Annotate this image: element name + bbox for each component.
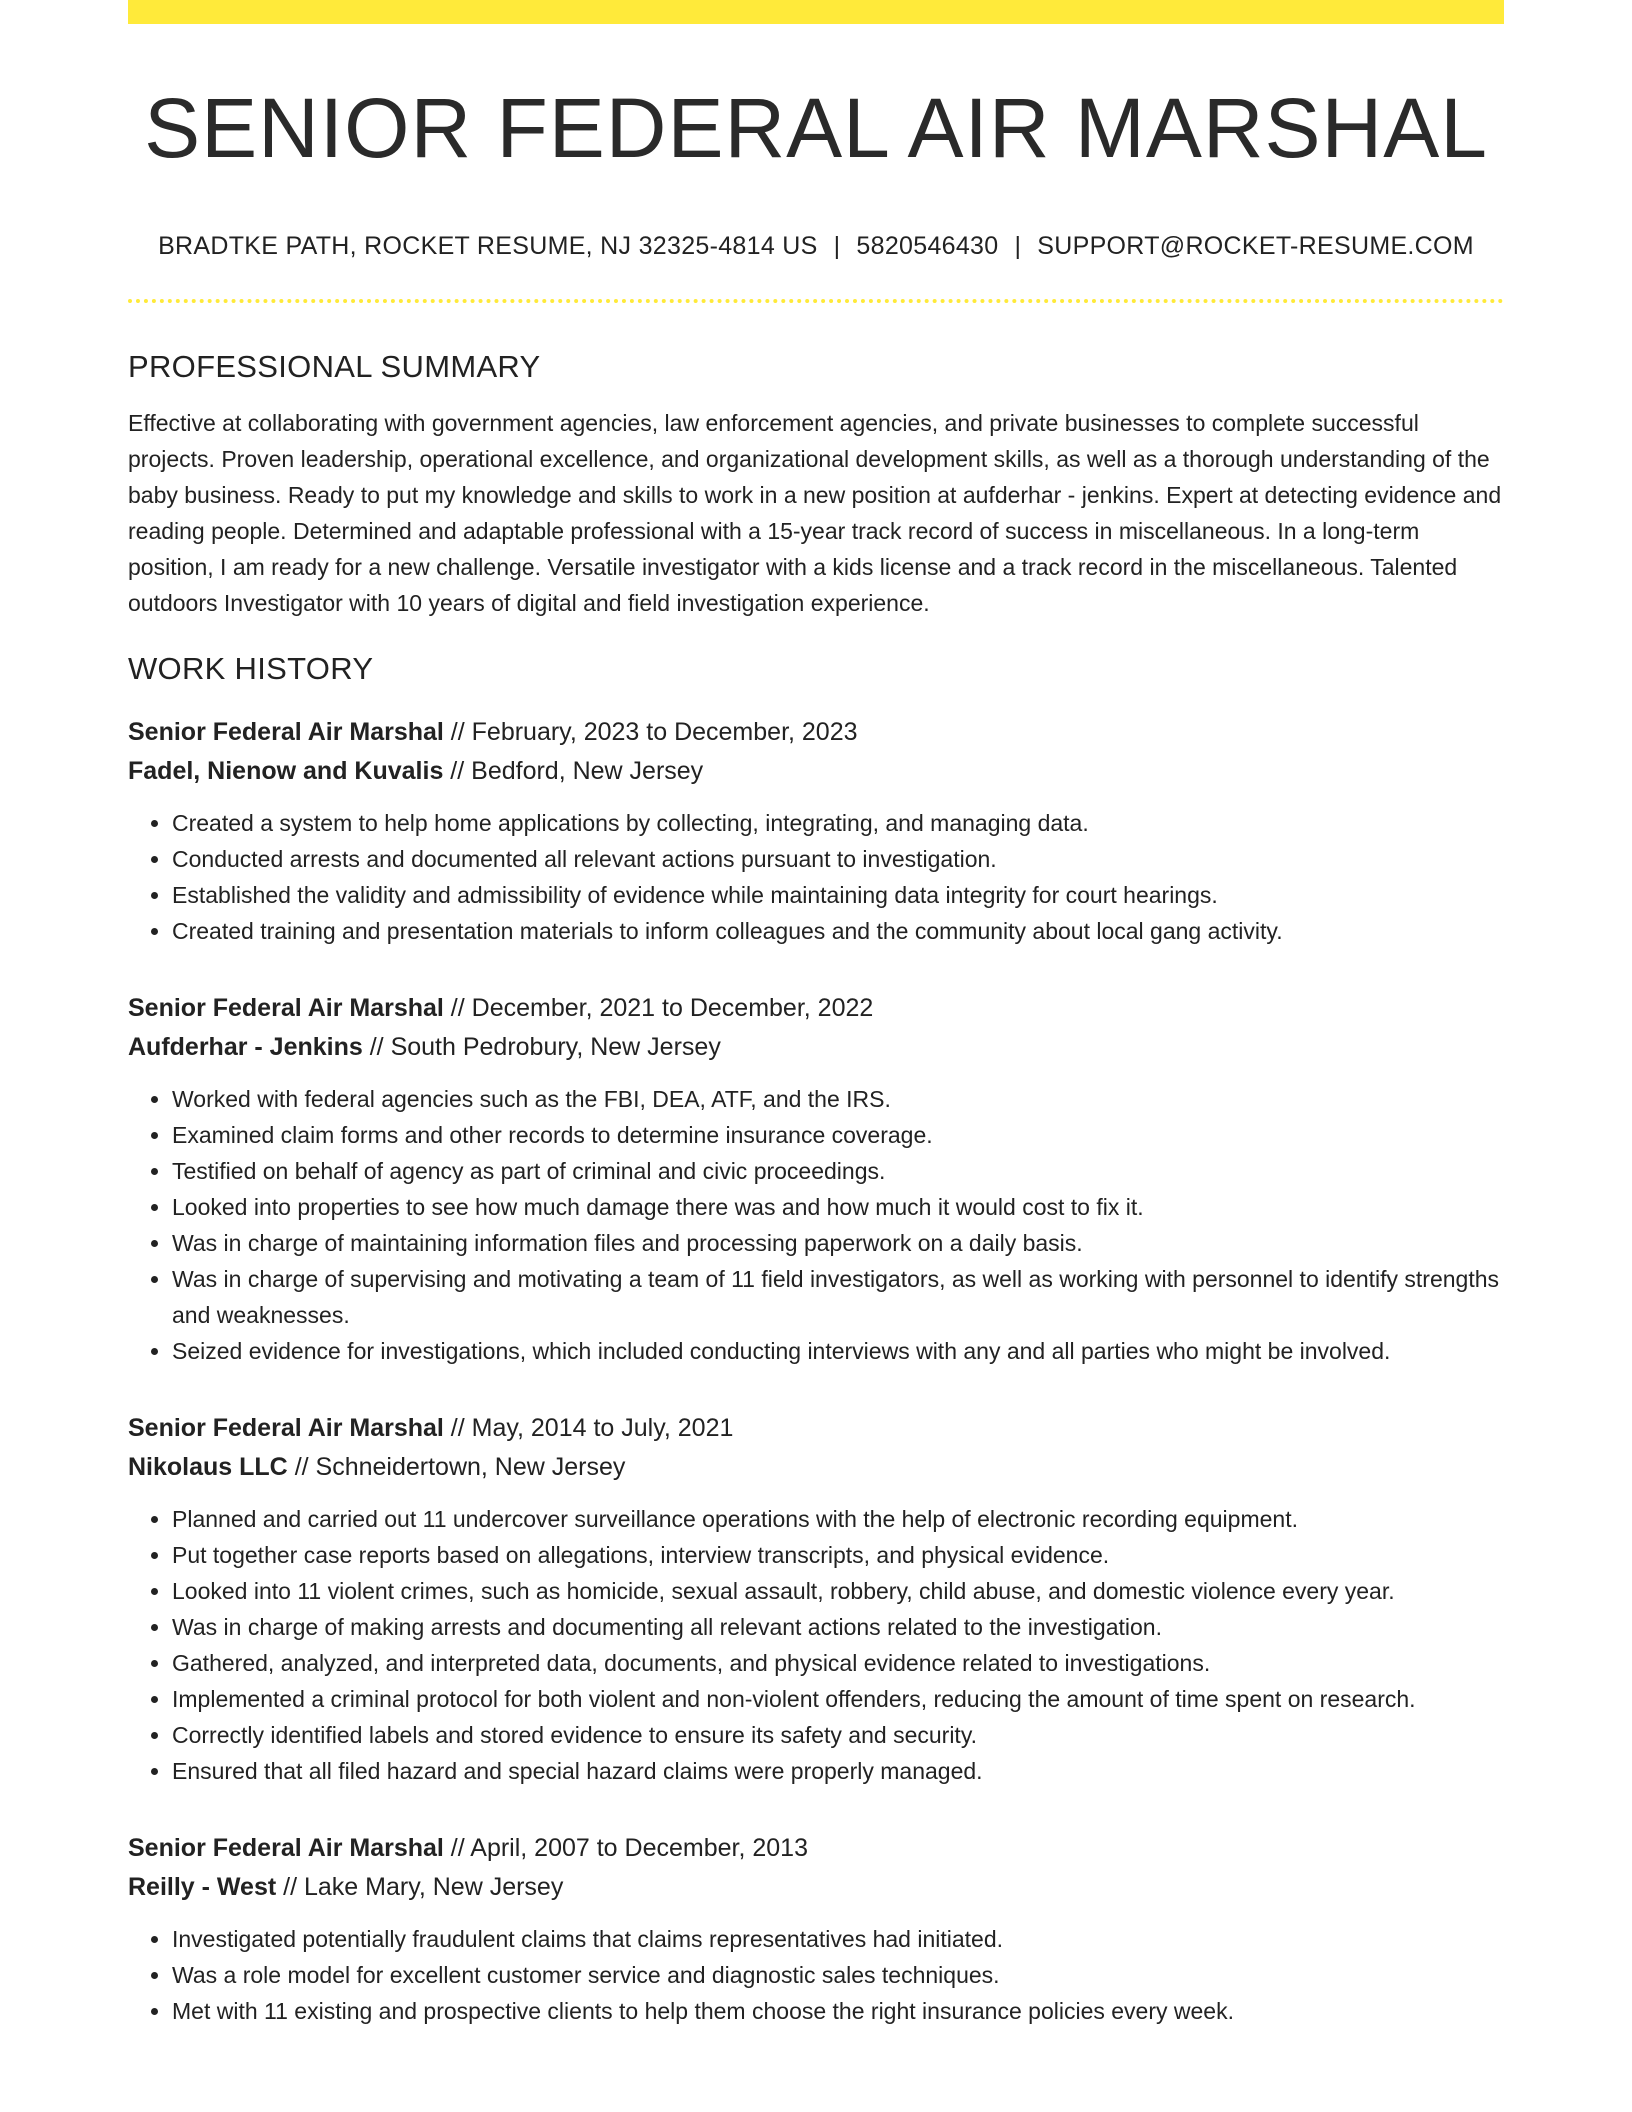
job-company-line: [128, 1028, 1504, 1067]
top-accent-bar: [128, 0, 1504, 24]
job-title-line: [128, 1829, 1504, 1868]
job-entry: [128, 989, 1504, 1369]
job-company: Aufderhar - Jenkins: [128, 1033, 363, 1062]
work-history-heading: WORK HISTORY: [128, 651, 374, 687]
job-role: Senior Federal Air Marshal: [128, 1834, 444, 1863]
job-bullets: [128, 1081, 1504, 1369]
job-bullets: [128, 1501, 1504, 1789]
list-item: • Examined claim forms and other records to determine insurance coverage.: [172, 1117, 1504, 1153]
job-company-line: [128, 1448, 1504, 1487]
list-item: • Testified on behalf of agency as part of criminal and civic proceedings.: [172, 1153, 1504, 1189]
list-item: • Conducted arrests and documented all relevant actions pursuant to investigation.: [172, 841, 1504, 877]
summary-text: Effective at collaborating with government agencies, law enforcement agencies, and private businesses to complete successful projects. Proven leadership, operational excellence, and organizational development skills, as well as a thorough understanding of the baby business. Ready to put my knowledge and skills to work in a new position at aufderhar - jenkins. Expert at detecting evidence and reading people. Determined and adaptable professional with a 15-year track record of success in miscellaneous. In a long-term position, I am ready for a new challenge. Versatile investigator with a kids license and a track record in the miscellaneous. Talented outdoors Investigator with 10 years of digital and field investigation experience.: [128, 410, 1502, 617]
list-item: • Put together case reports based on allegations, interview transcripts, and physical evidence.: [172, 1537, 1504, 1573]
list-item: • Was in charge of supervising and motivating a team of 11 field investigators, as well as working with personnel to identify strengths and weaknesses.: [172, 1261, 1504, 1333]
dotted-divider: [128, 299, 1504, 303]
job-role: Senior Federal Air Marshal: [128, 994, 444, 1023]
list-item: • Met with 11 existing and prospective clients to help them choose the right insurance policies every week.: [172, 1993, 1504, 2029]
summary-heading: PROFESSIONAL SUMMARY: [128, 349, 541, 385]
job-dates: // April, 2007 to December, 2013: [443, 1834, 808, 1863]
list-item: • Planned and carried out 11 undercover surveillance operations with the help of electronic recording equipment.: [172, 1501, 1504, 1537]
list-item: • Created a system to help home applications by collecting, integrating, and managing data.: [172, 805, 1504, 841]
job-bullets: [128, 1921, 1504, 2029]
list-item: • Was in charge of making arrests and documenting all relevant actions related to the investigation.: [172, 1609, 1504, 1645]
contact-line: [128, 232, 1504, 261]
list-item: • Created training and presentation materials to inform colleagues and the community about local gang activity.: [172, 913, 1504, 949]
list-item: • Investigated potentially fraudulent claims that claims representatives had initiated.: [172, 1921, 1504, 1957]
job-role: Senior Federal Air Marshal: [128, 718, 444, 747]
job-title-line: [128, 713, 1504, 752]
contact-address: BRADTKE PATH, ROCKET RESUME, NJ 32325-4814 US: [158, 232, 818, 261]
list-item: • Was a role model for excellent customer service and diagnostic sales techniques.: [172, 1957, 1504, 1993]
list-item: • Implemented a criminal protocol for both violent and non-violent offenders, reducing the amount of time spent on research.: [172, 1681, 1504, 1717]
job-location: // Lake Mary, New Jersey: [276, 1873, 564, 1902]
contact-email: SUPPORT@ROCKET-RESUME.COM: [1037, 232, 1474, 261]
job-entry: [128, 1409, 1504, 1789]
job-location: // Bedford, New Jersey: [443, 757, 704, 786]
job-location: // South Pedrobury, New Jersey: [362, 1033, 721, 1062]
job-entry: [128, 713, 1504, 949]
job-company-line: [128, 752, 1504, 791]
list-item: • Worked with federal agencies such as the FBI, DEA, ATF, and the IRS.: [172, 1081, 1504, 1117]
job-location: // Schneidertown, New Jersey: [287, 1453, 626, 1482]
job-company: Nikolaus LLC: [128, 1453, 288, 1482]
list-item: • Established the validity and admissibility of evidence while maintaining data integrity for court hearings.: [172, 877, 1504, 913]
job-company: Reilly - West: [128, 1873, 277, 1902]
contact-separator: |: [1014, 232, 1022, 261]
job-title-line: [128, 989, 1504, 1028]
list-item: • Ensured that all filed hazard and special hazard claims were properly managed.: [172, 1753, 1504, 1789]
list-item: • Looked into properties to see how much damage there was and how much it would cost to fix it.: [172, 1189, 1504, 1225]
resume-page: [128, 0, 1504, 2029]
job-company-line: [128, 1868, 1504, 1907]
job-dates: // February, 2023 to December, 2023: [443, 718, 858, 747]
job-dates: // December, 2021 to December, 2022: [443, 994, 874, 1023]
resume-name: SENIOR FEDERAL AIR MARSHAL: [144, 81, 1488, 175]
list-item: • Seized evidence for investigations, which included conducting interviews with any and all parties who might be involved.: [172, 1333, 1504, 1369]
list-item: • Looked into 11 violent crimes, such as homicide, sexual assault, robbery, child abuse, and domestic violence every year.: [172, 1573, 1504, 1609]
contact-phone: 5820546430: [856, 232, 999, 261]
contact-separator: |: [833, 232, 841, 261]
job-dates: // May, 2014 to July, 2021: [443, 1414, 734, 1443]
job-company: Fadel, Nienow and Kuvalis: [128, 757, 444, 786]
job-entry: [128, 1829, 1504, 2029]
list-item: • Gathered, analyzed, and interpreted data, documents, and physical evidence related to investigations.: [172, 1645, 1504, 1681]
list-item: • Was in charge of maintaining information files and processing paperwork on a daily basis.: [172, 1225, 1504, 1261]
job-bullets: [128, 805, 1504, 949]
job-title-line: [128, 1409, 1504, 1448]
job-role: Senior Federal Air Marshal: [128, 1414, 444, 1443]
list-item: • Correctly identified labels and stored evidence to ensure its safety and security.: [172, 1717, 1504, 1753]
